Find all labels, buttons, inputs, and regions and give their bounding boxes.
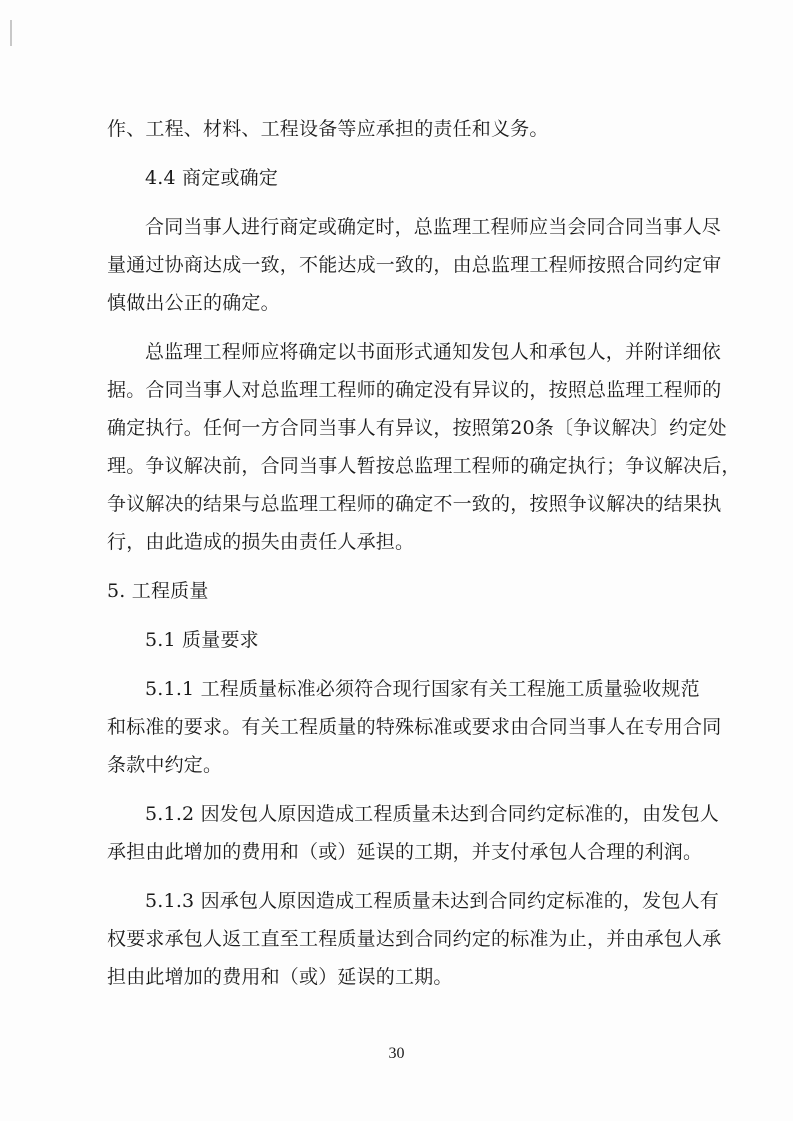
paragraph-line: 总监理工程师应将确定以书面形式通知发包人和承包人，并附详细依 <box>145 341 722 363</box>
clause-5-1-1-line: 5.1.1 工程质量标准必须符合现行国家有关工程施工质量验收规范 <box>145 678 700 700</box>
paragraph-line: 慎做出公正的确定。 <box>107 292 280 314</box>
clause-5-1-1-line: 和标准的要求。有关工程质量的特殊标准或要求由合同当事人在专用合同 <box>107 716 722 738</box>
paragraph-line: 量通过协商达成一致，不能达成一致的，由总监理工程师按照合同约定审 <box>107 254 722 276</box>
clause-5-1-1-line: 条款中约定。 <box>107 754 223 776</box>
paragraph-line: 理。争议解决前，合同当事人暂按总监理工程师的确定执行；争议解决后， <box>107 455 741 477</box>
paragraph-line: 行，由此造成的损失由责任人承担。 <box>107 531 415 553</box>
clause-5-1-2-line: 承担由此增加的费用和（或）延误的工期，并支付承包人合理的利润。 <box>107 841 703 863</box>
section-heading-5-1: 5.1 质量要求 <box>145 629 259 651</box>
paragraph-line: 据。合同当事人对总监理工程师的确定没有异议的，按照总监理工程师的 <box>107 379 722 401</box>
page-number: 30 <box>388 1045 405 1062</box>
paragraph-line: 合同当事人进行商定或确定时，总监理工程师应当会同合同当事人尽 <box>145 216 722 238</box>
paragraph-line: 确定执行。任何一方合同当事人有异议，按照第20条〔争议解决〕约定处 <box>107 417 727 439</box>
scan-edge-mark <box>10 20 12 46</box>
page-body <box>107 110 741 996</box>
continued-paragraph-line: 作、工程、材料、工程设备等应承担的责任和义务。 <box>107 118 549 140</box>
paragraph-line: 争议解决的结果与总监理工程师的确定不一致的，按照争议解决的结果执 <box>107 493 722 515</box>
clause-5-1-2-line: 5.1.2 因发包人原因造成工程质量未达到合同约定标准的，由发包人 <box>145 803 719 825</box>
clause-5-1-3-line: 担由此增加的费用和（或）延误的工期。 <box>107 966 453 988</box>
clause-5-1-3-line: 5.1.3 因承包人原因造成工程质量未达到合同约定标准的，发包人有 <box>145 890 719 912</box>
section-heading-5: 5. 工程质量 <box>107 580 209 602</box>
section-heading-4-4: 4.4 商定或确定 <box>145 167 279 189</box>
clause-5-1-3-line: 权要求承包人返工直至工程质量达到合同约定的标准为止，并由承包人承 <box>107 928 722 950</box>
